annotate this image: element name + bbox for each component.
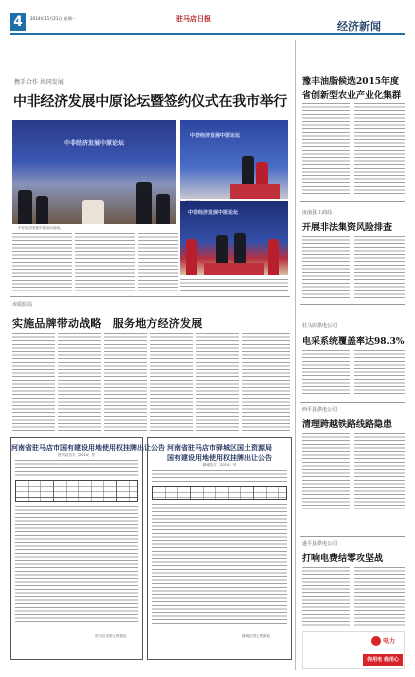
brand-body-col4 (150, 333, 193, 431)
notice-right-table (152, 486, 287, 500)
lead-photo-ceremony (180, 201, 288, 275)
brand-headline: 实施品牌带动战略 服务地方经济发展 (12, 317, 203, 330)
brand-body-col1 (12, 333, 55, 431)
section-title: 经济新闻 (337, 20, 381, 33)
brand-body-col3 (104, 333, 147, 431)
story1-title-line2: 省创新型农业产业化集群 (302, 91, 402, 101)
section-rule (300, 304, 405, 305)
story5-title: 打响电费结零攻坚战 (302, 554, 384, 564)
story2-body-col1 (302, 236, 350, 298)
story2-title: 开展非法集资风险排查 (302, 223, 393, 233)
story1-body-col1 (302, 103, 350, 195)
section-rule (300, 402, 405, 403)
notice-right-title-line1: 河南省驻马店市驿城区国土资源局 (167, 443, 272, 452)
story3-kicker: 驻马店供电公司 (302, 323, 338, 329)
person-figure (156, 194, 170, 224)
header-rule (10, 33, 405, 35)
screen-text: 中非经济发展中原论坛 (64, 140, 125, 147)
notice-left-body (15, 506, 138, 624)
notice-right-intro (152, 470, 287, 484)
notice-right-subtitle: 驿城告字〔2014〕号 (202, 463, 237, 467)
signing-table (230, 184, 280, 199)
ceremony-table (204, 263, 264, 275)
screen-text: 中非经济发展中原论坛 (188, 210, 239, 216)
ad-brand: 电力 (383, 638, 396, 645)
lead-body-col2 (75, 233, 135, 291)
screen-text: 中非经济发展中原论坛 (190, 133, 241, 139)
story2-kicker: 汝南县工商局 (302, 210, 333, 216)
story4-title: 清理跨越铁路线路隐患 (302, 420, 393, 430)
notice-right-title-line2: 国有建设用地使用权挂牌出让公告 (167, 453, 272, 462)
lead-photo-caption: 中非经济发展中原论坛现场。 (18, 226, 64, 230)
person-figure (186, 239, 197, 275)
lead-body-col1 (12, 233, 72, 291)
lead-photo-forum (12, 120, 176, 224)
story5-kicker: 遂平县供电公司 (302, 541, 338, 547)
page-number: 4 (10, 13, 26, 31)
story2-body-col2 (354, 236, 405, 298)
brand-body-col6 (242, 333, 290, 431)
lead-kicker: 携手合作 共同发展 (14, 79, 64, 86)
issue-date: 2014年11月21日 星期一 (30, 16, 76, 21)
lead-photo-signing (180, 120, 288, 199)
brand-body-col5 (196, 333, 239, 431)
person-figure (36, 196, 48, 224)
masthead: 驻马店日报 (176, 14, 211, 23)
power-company-ad (302, 631, 405, 669)
story4-body-col1 (302, 433, 350, 509)
power-logo-icon (371, 636, 381, 646)
story3-body-col1 (302, 350, 350, 396)
notice-right (147, 437, 292, 660)
lead-body-col4 (180, 279, 288, 291)
person-figure (18, 190, 32, 224)
section-rule (300, 201, 405, 202)
lead-body-col3 (138, 233, 178, 291)
person-figure (136, 182, 152, 224)
brand-kicker: 市质监局 (12, 302, 33, 308)
notice-left-table (15, 480, 138, 502)
person-figure (82, 200, 104, 224)
story5-body-col1 (302, 567, 350, 627)
story1-title-line1: 豫丰油脂候选2015年度 (302, 77, 400, 87)
story4-kicker: 西平县供电公司 (302, 407, 338, 413)
notice-left-title: 河南省驻马店市国有建设用地使用权挂牌出让公告 (11, 443, 165, 452)
story5-body-col2 (354, 567, 405, 627)
notice-left-signature: 驻马店市国土资源局 (95, 634, 127, 638)
brand-body-col2 (58, 333, 101, 431)
story3-body-col2 (354, 350, 405, 396)
notice-left-intro (15, 460, 138, 478)
ad-slogan: 你用电 我用心 (363, 654, 403, 666)
notice-left (10, 437, 165, 660)
lead-headline: 中非经济发展中原论坛暨签约仪式在我市举行 (13, 94, 287, 110)
section-rule (300, 536, 405, 537)
column-divider (295, 40, 296, 670)
notice-right-signature: 驿城区国土资源局 (242, 634, 270, 638)
notice-left-subtitle: 驻马店告字〔2014〕号 (58, 453, 95, 457)
person-figure (268, 239, 279, 275)
story4-body-col2 (354, 433, 405, 509)
story1-body-col2 (354, 103, 405, 195)
notice-right-body (152, 504, 287, 624)
section-rule (10, 296, 290, 297)
story3-title: 电采系统覆盖率达98.3% (302, 337, 405, 347)
